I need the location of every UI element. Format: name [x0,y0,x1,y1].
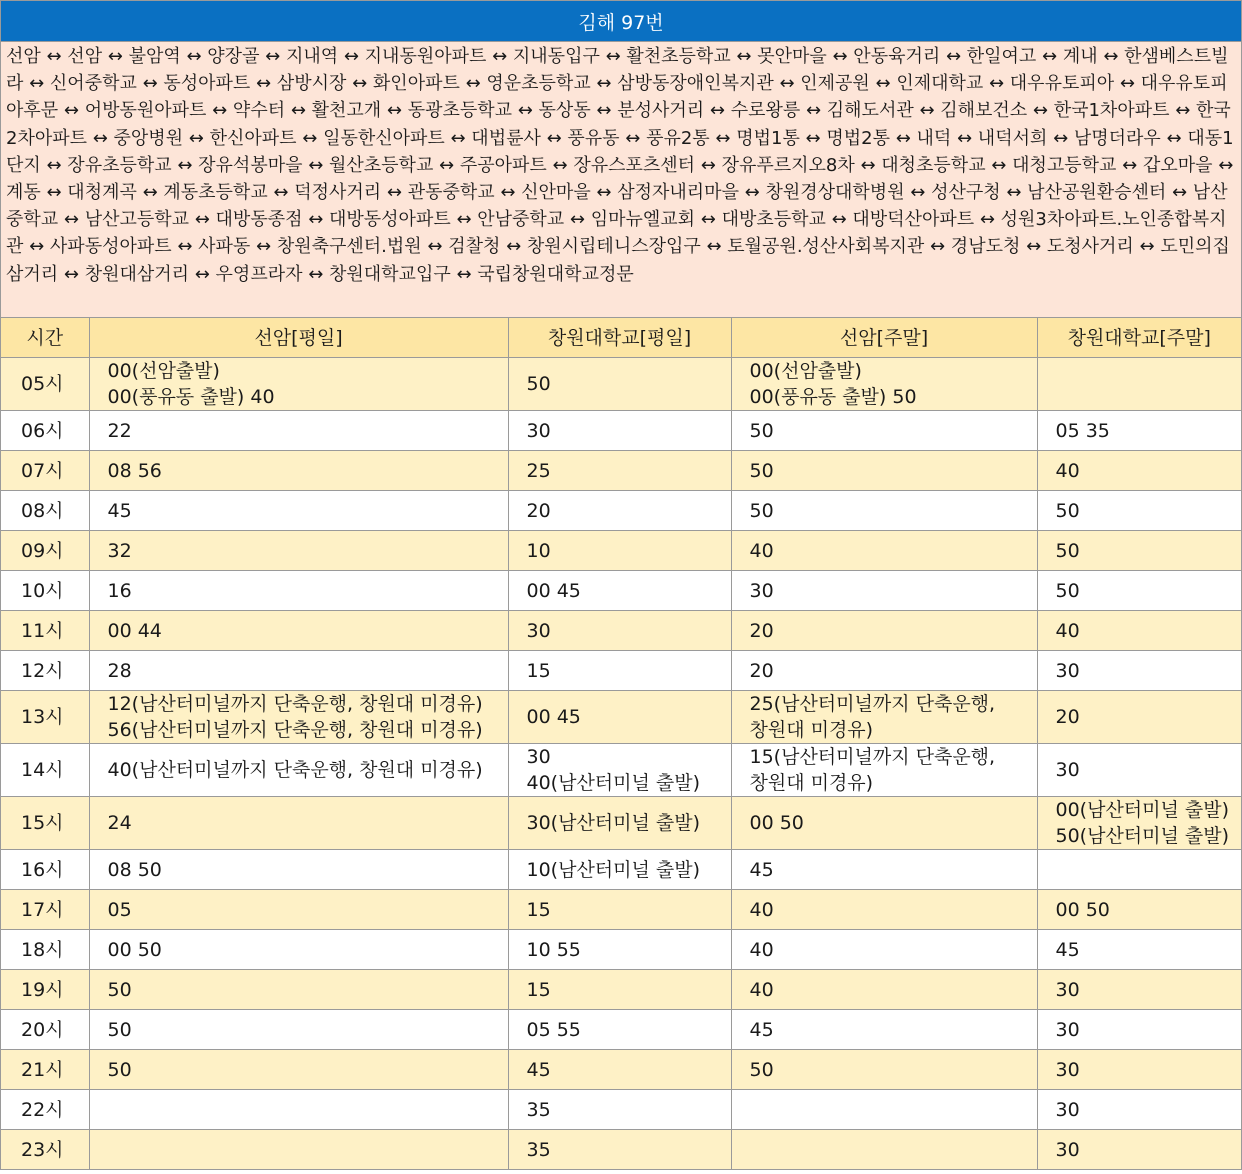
changwon-weekend-cell [1037,850,1241,890]
seonam-weekend-cell: 50 [731,1050,1037,1090]
table-row [1,411,1241,451]
hour-cell: 13시 [1,691,89,744]
seonam-weekend-cell: 40 [731,890,1037,930]
seonam-weekday-cell [89,1090,508,1130]
table-row [1,491,1241,531]
changwon-weekend-cell: 05 35 [1037,411,1241,451]
header-row [1,318,1241,358]
changwon-weekend-cell: 50 [1037,571,1241,611]
seonam-weekday-cell: 22 [89,411,508,451]
changwon-weekend-cell: 30 [1037,1130,1241,1170]
seonam-weekend-cell: 00(선암출발) 00(풍유동 출발) 50 [731,358,1037,411]
seonam-weekend-cell: 50 [731,491,1037,531]
seonam-weekday-cell: 00 44 [89,611,508,651]
seonam-weekday-cell: 24 [89,797,508,850]
changwon-weekday-cell: 45 [508,1050,731,1090]
column-header-changwon-weekday: 창원대학교[평일] [508,318,731,358]
changwon-weekday-cell: 05 55 [508,1010,731,1050]
seonam-weekday-cell [89,1130,508,1170]
changwon-weekend-cell: 30 [1037,1050,1241,1090]
hour-cell: 17시 [1,890,89,930]
hour-cell: 12시 [1,651,89,691]
changwon-weekday-cell: 00 45 [508,571,731,611]
timetable [1,318,1241,1170]
hour-cell: 22시 [1,1090,89,1130]
table-row [1,1130,1241,1170]
hour-cell: 23시 [1,1130,89,1170]
seonam-weekday-cell: 05 [89,890,508,930]
changwon-weekday-cell: 10(남산터미널 출발) [508,850,731,890]
seonam-weekend-cell: 15(남산터미널까지 단축운행, 창원대 미경유) [731,744,1037,797]
seonam-weekday-cell: 08 56 [89,451,508,491]
seonam-weekend-cell: 30 [731,571,1037,611]
changwon-weekend-cell: 30 [1037,1090,1241,1130]
changwon-weekday-cell: 10 55 [508,930,731,970]
column-header-changwon-weekend: 창원대학교[주말] [1037,318,1241,358]
changwon-weekday-cell: 30 [508,611,731,651]
seonam-weekend-cell: 20 [731,651,1037,691]
hour-cell: 14시 [1,744,89,797]
table-row [1,531,1241,571]
hour-cell: 11시 [1,611,89,651]
column-header-time: 시간 [1,318,89,358]
seonam-weekend-cell: 45 [731,850,1037,890]
changwon-weekday-cell: 35 [508,1090,731,1130]
seonam-weekday-cell: 45 [89,491,508,531]
table-row [1,358,1241,411]
route-stops: 선암 ↔ 선암 ↔ 불암역 ↔ 양장골 ↔ 지내역 ↔ 지내동원아파트 ↔ 지내동입구 ↔ 활천초등학교 ↔ 못안마을 ↔ 안동육거리 ↔ 한일여고 ↔ 계내 ↔ 한샘베스트빌라 ↔ 신어중학교 ↔ 동성아파트 ↔ 삼방시장 ↔ 화인아파트 ↔ 영운초등학교 ↔ 삼방동장애인복지관 ↔ 인제공원 ↔ 인제대학교 ↔ 대우유토피아 ↔ 대우유토피아후문 ↔ 어방동원아파트 ↔ 약수터 ↔ 활천고개 ↔ 동광초등학교 ↔ 동상동 ↔ 분성사거리 ↔ 수로왕릉 ↔ 김해도서관 ↔ 김해보건소 ↔ 한국1차아파트 ↔ 한국2차아파트 ↔ 중앙병원 ↔ 한신아파트 ↔ 일동한신아파트 ↔ 대법륜사 ↔ 풍유동 ↔ 풍유2통 ↔ 명법1통 ↔ 명법2통 ↔ 내덕 ↔ 내덕서희 ↔ 남명더라우 ↔ 대동1단지 ↔ 장유초등학교 ↔ 장유석봉마을 ↔ 월산초등학교 ↔ 주공아파트 ↔ 장유스포츠센터 ↔ 장유푸르지오8차 ↔ 대청초등학교 ↔ 대청고등학교 ↔ 갑오마을 ↔ 계동 ↔ 대청계곡 ↔ 계동초등학교 ↔ 덕정사거리 ↔ 관동중학교 ↔ 신안마을 ↔ 삼정자내리마을 ↔ 창원경상대학병원 ↔ 성산구청 ↔ 남산공원환승센터 ↔ 남산중학교 ↔ 남산고등학교 ↔ 대방동종점 ↔ 대방동성아파트 ↔ 안남중학교 ↔ 임마뉴엘교회 ↔ 대방초등학교 ↔ 대방덕산아파트 ↔ 성원3차아파트.노인종합복지관 ↔ 사파동성아파트 ↔ 사파동 ↔ 창원축구센터.법원 ↔ 검찰청 ↔ 창원시립테니스장입구 ↔ 토월공원.성산사회복지관 ↔ 경남도청 ↔ 도청사거리 ↔ 도민의집삼거리 ↔ 창원대삼거리 ↔ 우영프라자 ↔ 창원대학교입구 ↔ 국립창원대학교정문 [1,42,1241,318]
hour-cell: 10시 [1,571,89,611]
seonam-weekday-cell: 50 [89,1050,508,1090]
changwon-weekend-cell: 00 50 [1037,890,1241,930]
changwon-weekend-cell: 30 [1037,970,1241,1010]
changwon-weekend-cell: 50 [1037,531,1241,571]
changwon-weekend-cell: 30 [1037,1010,1241,1050]
changwon-weekday-cell: 50 [508,358,731,411]
changwon-weekday-cell: 15 [508,970,731,1010]
seonam-weekday-cell: 08 50 [89,850,508,890]
column-header-seonam-weekend: 선암[주말] [731,318,1037,358]
seonam-weekend-cell [731,1090,1037,1130]
seonam-weekend-cell: 50 [731,451,1037,491]
column-header-seonam-weekday: 선암[평일] [89,318,508,358]
changwon-weekend-cell: 30 [1037,651,1241,691]
changwon-weekend-cell: 45 [1037,930,1241,970]
seonam-weekend-cell [731,1130,1037,1170]
changwon-weekday-cell: 15 [508,651,731,691]
table-row [1,1090,1241,1130]
table-row [1,651,1241,691]
table-row [1,611,1241,651]
changwon-weekday-cell: 35 [508,1130,731,1170]
changwon-weekend-cell: 40 [1037,611,1241,651]
seonam-weekend-cell: 50 [731,411,1037,451]
seonam-weekday-cell: 00(선암출발) 00(풍유동 출발) 40 [89,358,508,411]
hour-cell: 06시 [1,411,89,451]
seonam-weekend-cell: 40 [731,531,1037,571]
table-row [1,970,1241,1010]
changwon-weekend-cell: 40 [1037,451,1241,491]
changwon-weekday-cell: 00 45 [508,691,731,744]
seonam-weekday-cell: 50 [89,970,508,1010]
table-row [1,850,1241,890]
hour-cell: 08시 [1,491,89,531]
table-row [1,1010,1241,1050]
seonam-weekday-cell: 40(남산터미널까지 단축운행, 창원대 미경유) [89,744,508,797]
changwon-weekend-cell [1037,358,1241,411]
seonam-weekday-cell: 50 [89,1010,508,1050]
changwon-weekend-cell: 30 [1037,744,1241,797]
seonam-weekend-cell: 40 [731,970,1037,1010]
hour-cell: 07시 [1,451,89,491]
hour-cell: 20시 [1,1010,89,1050]
page-title: 김해 97번 [1,1,1241,42]
seonam-weekend-cell: 40 [731,930,1037,970]
table-row [1,890,1241,930]
hour-cell: 19시 [1,970,89,1010]
changwon-weekday-cell: 10 [508,531,731,571]
changwon-weekday-cell: 30 [508,411,731,451]
seonam-weekday-cell: 12(남산터미널까지 단축운행, 창원대 미경유) 56(남산터미널까지 단축운행, 창원대 미경유) [89,691,508,744]
seonam-weekday-cell: 00 50 [89,930,508,970]
seonam-weekday-cell: 16 [89,571,508,611]
seonam-weekend-cell: 25(남산터미널까지 단축운행, 창원대 미경유) [731,691,1037,744]
seonam-weekend-cell: 20 [731,611,1037,651]
seonam-weekend-cell: 45 [731,1010,1037,1050]
hour-cell: 18시 [1,930,89,970]
hour-cell: 16시 [1,850,89,890]
table-row [1,797,1241,850]
changwon-weekend-cell: 50 [1037,491,1241,531]
hour-cell: 15시 [1,797,89,850]
hour-cell: 05시 [1,358,89,411]
table-row [1,691,1241,744]
changwon-weekday-cell: 30 40(남산터미널 출발) [508,744,731,797]
changwon-weekend-cell: 20 [1037,691,1241,744]
changwon-weekday-cell: 15 [508,890,731,930]
hour-cell: 09시 [1,531,89,571]
table-row [1,1050,1241,1090]
changwon-weekday-cell: 25 [508,451,731,491]
changwon-weekday-cell: 20 [508,491,731,531]
changwon-weekend-cell: 00(남산터미널 출발) 50(남산터미널 출발) [1037,797,1241,850]
seonam-weekend-cell: 00 50 [731,797,1037,850]
hour-cell: 21시 [1,1050,89,1090]
changwon-weekday-cell: 30(남산터미널 출발) [508,797,731,850]
table-row [1,930,1241,970]
table-row [1,451,1241,491]
table-row [1,571,1241,611]
seonam-weekday-cell: 28 [89,651,508,691]
table-row [1,744,1241,797]
seonam-weekday-cell: 32 [89,531,508,571]
